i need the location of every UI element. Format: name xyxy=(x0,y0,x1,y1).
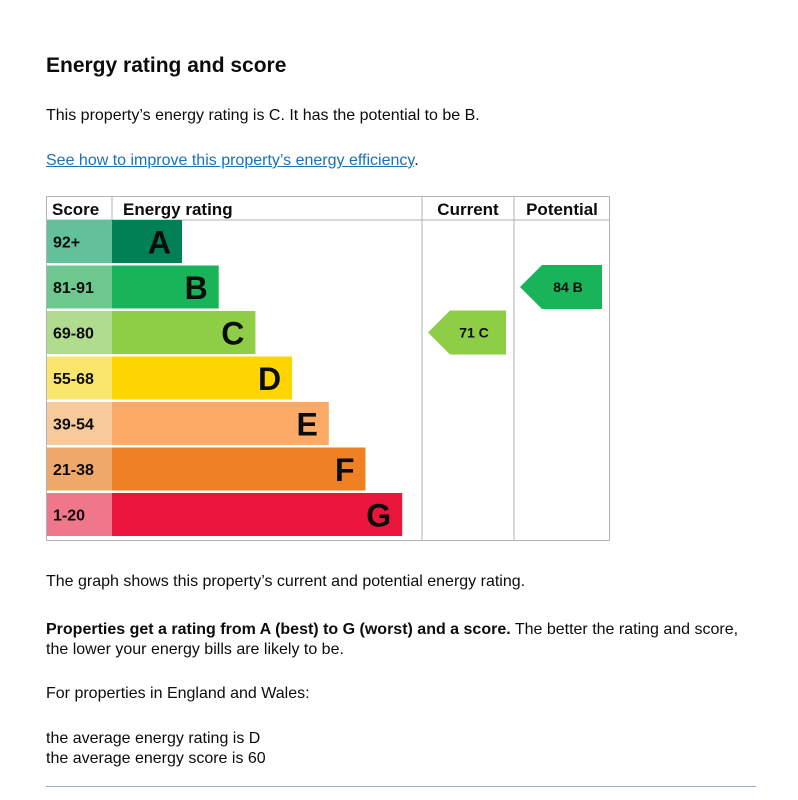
band-bar-f xyxy=(112,448,366,491)
band-letter-c: C xyxy=(221,315,245,352)
header-current: Current xyxy=(437,200,499,219)
ratings-explanation xyxy=(46,620,761,660)
header-energy-rating: Energy rating xyxy=(123,200,233,219)
graph-note: The graph shows this property’s current and potential energy rating. xyxy=(46,573,526,590)
region-label: For properties in England and Wales: xyxy=(46,685,310,702)
range-label-g: 1-20 xyxy=(53,507,86,525)
epc-graph-svg xyxy=(46,196,610,541)
band-letter-a: A xyxy=(147,224,171,261)
rating-summary: This property’s energy rating is C. It has the potential to be B. xyxy=(46,107,480,124)
average-score: the average energy score is 60 xyxy=(46,750,266,767)
range-label-b: 81-91 xyxy=(53,280,94,297)
band-bar-g xyxy=(112,493,402,536)
average-rating: the average energy rating is D xyxy=(46,730,261,747)
range-label-d: 55-68 xyxy=(53,371,94,388)
range-label-f: 21-38 xyxy=(53,462,94,479)
band-letter-e: E xyxy=(296,406,318,443)
band-letter-d: D xyxy=(257,361,282,397)
ratings-bold: Properties get a rating from A (best) to G (worst) and a score. xyxy=(46,621,511,638)
header-potential: Potential xyxy=(526,200,598,219)
ratings-rest: The better the rating and score, the lower your energy bills are likely to be. xyxy=(46,621,739,658)
range-label-c: 69-80 xyxy=(53,325,94,343)
band-letter-b: B xyxy=(184,270,208,306)
band-letter-f: F xyxy=(334,452,355,488)
potential-rating-label: 84 B xyxy=(553,279,583,295)
header-score: Score xyxy=(52,200,100,219)
band-letter-g: G xyxy=(366,497,392,534)
page-title: Energy rating and score xyxy=(46,54,287,77)
range-label-a: 92+ xyxy=(53,234,81,252)
link-suffix: . xyxy=(414,152,419,169)
improve-efficiency-link[interactable]: See how to improve this property’s energy efficiency xyxy=(46,152,415,169)
improve-link-line xyxy=(46,151,761,171)
current-rating-label: 71 C xyxy=(459,324,489,341)
energy-rating-chart xyxy=(46,196,610,541)
section-divider xyxy=(46,786,756,787)
range-label-e: 39-54 xyxy=(53,416,94,434)
